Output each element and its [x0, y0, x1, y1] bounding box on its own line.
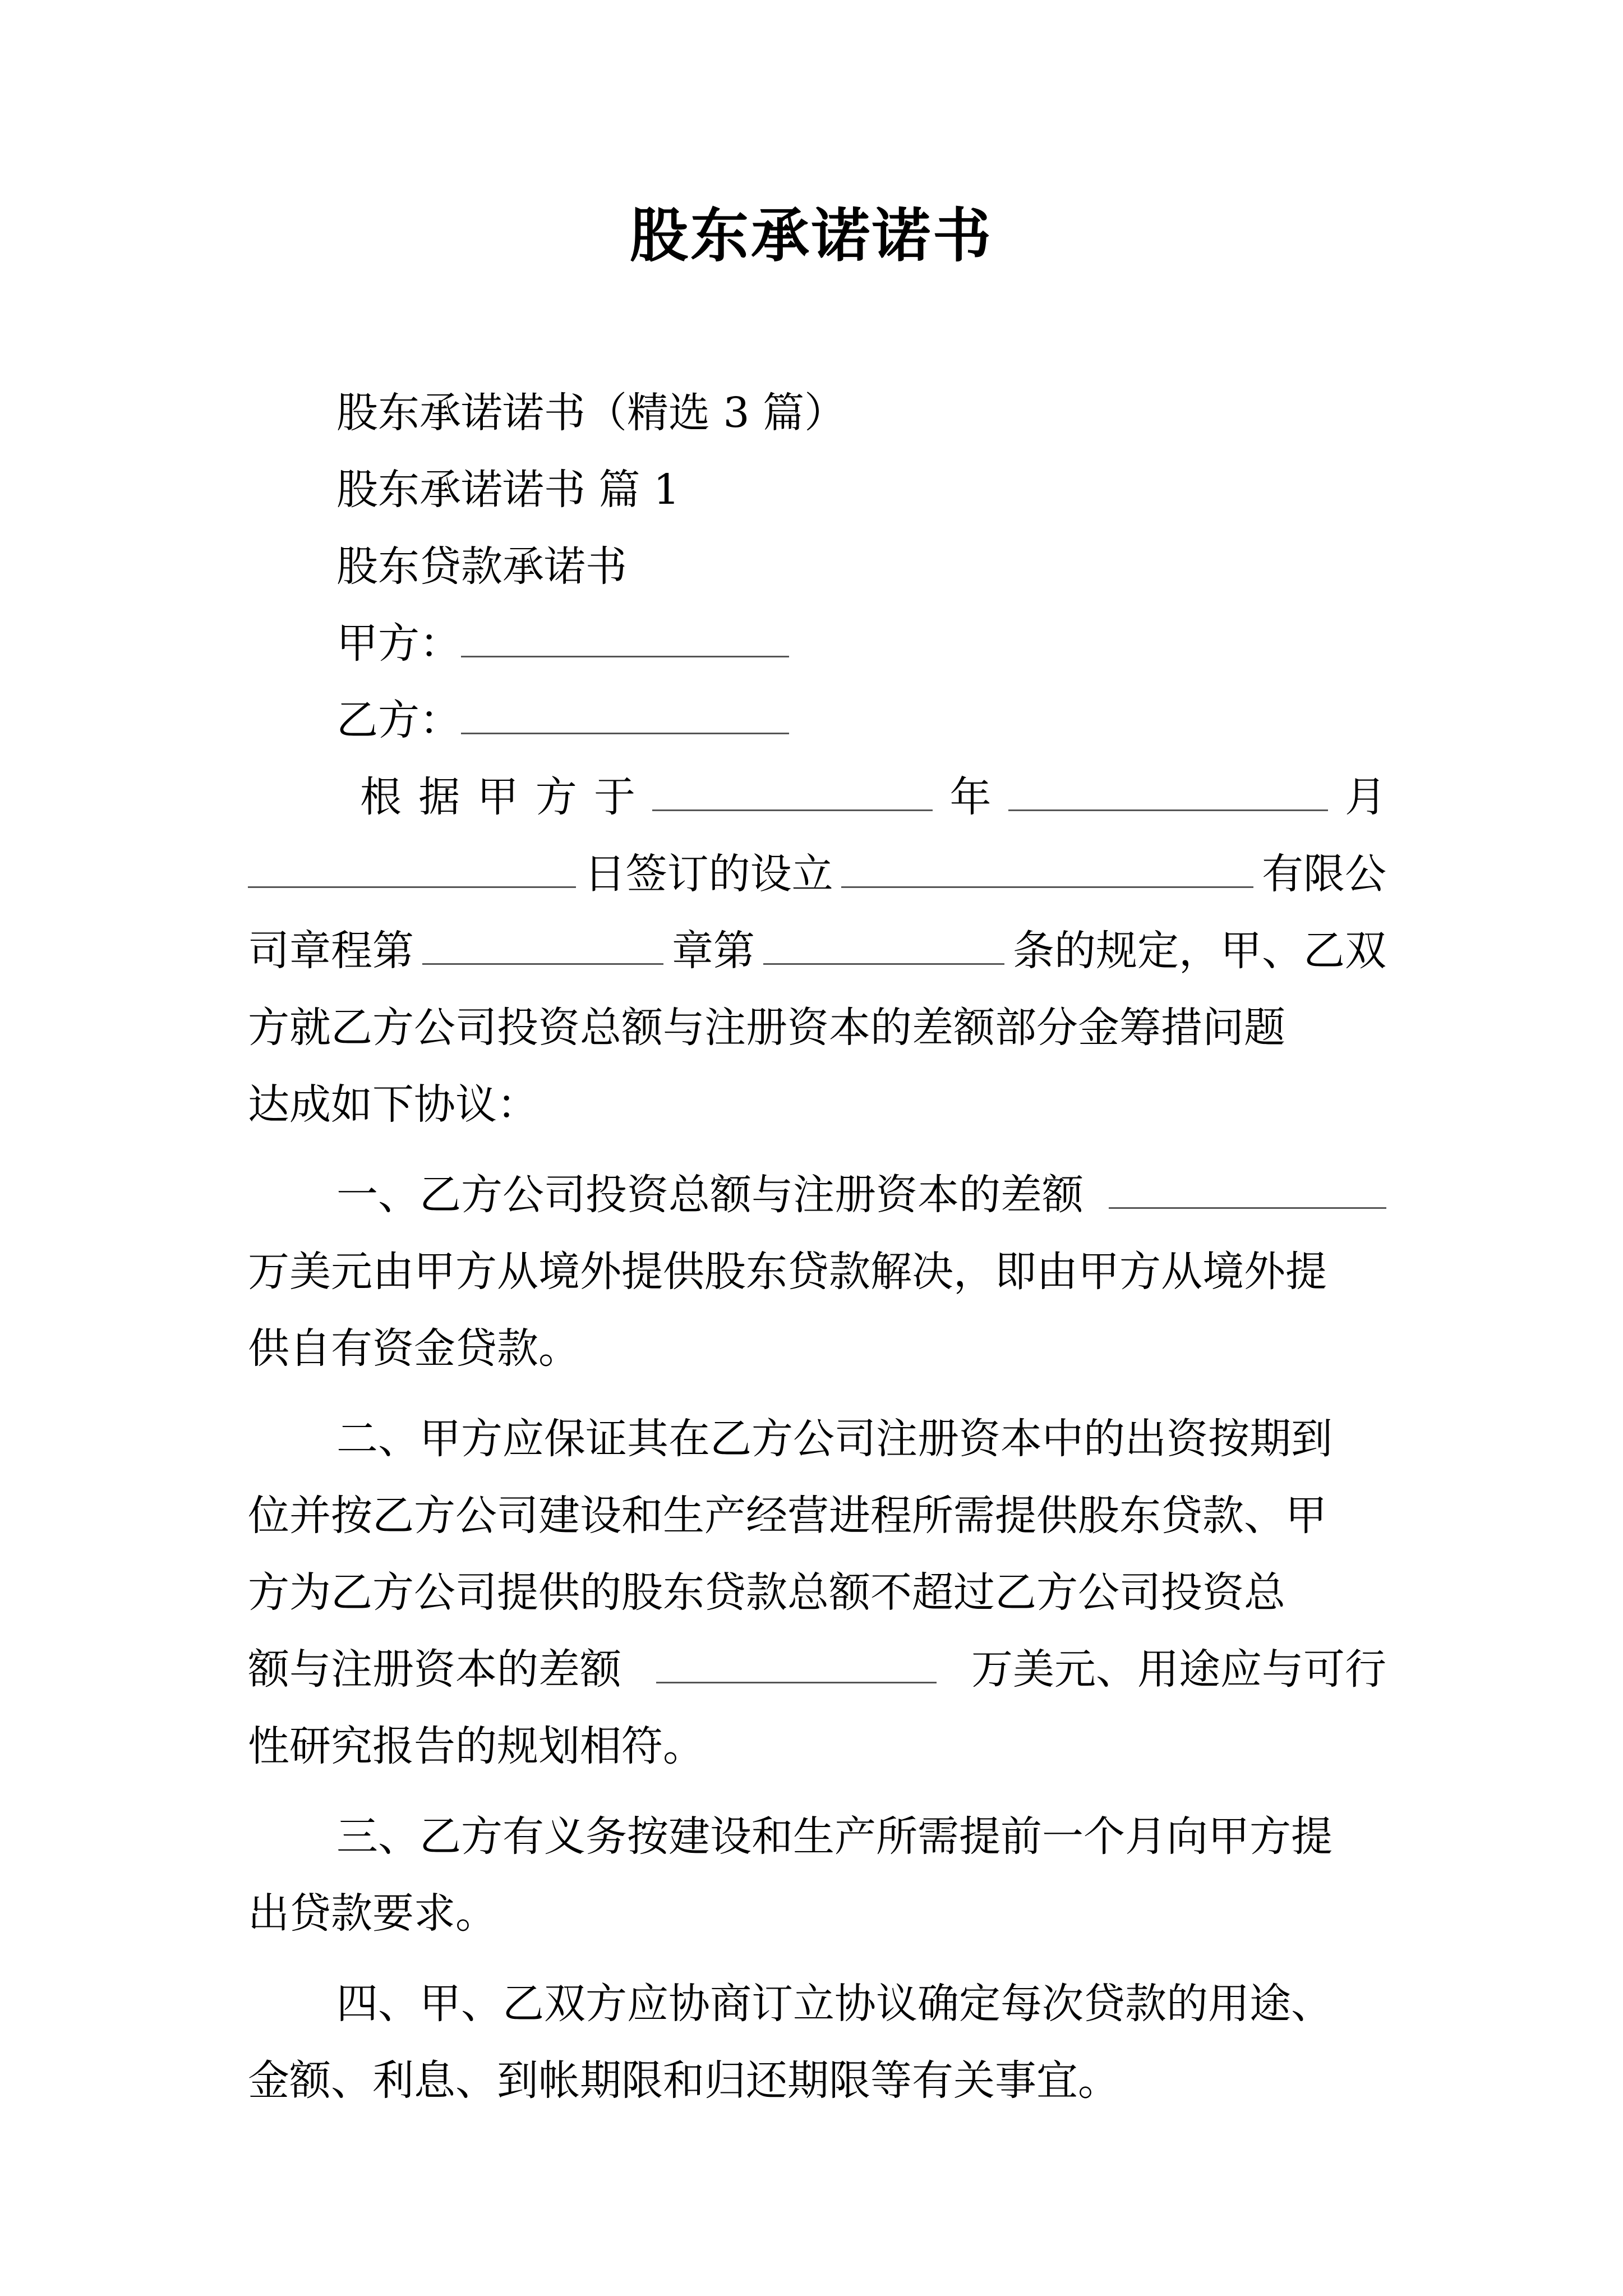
party-b-line — [248, 682, 1386, 759]
article-blank — [763, 927, 1004, 965]
para2-line1: 二、甲方应保证其在乙方公司注册资本中的出资按期到 — [336, 1415, 1332, 1463]
amount-blank-2 — [656, 1646, 937, 1683]
document-title: 股东承诺诺书 — [629, 201, 993, 270]
para1-line3: 供自有资金贷款。 — [248, 1324, 580, 1373]
para0-char: 甲 — [477, 773, 519, 821]
party-a-line — [248, 605, 1386, 682]
para2-line4 — [248, 1631, 1386, 1708]
section-line: 股东承诺诺书 篇 1 — [336, 466, 680, 514]
para0-line3 — [248, 913, 1386, 990]
para2-line2: 位并按乙方公司建设和生产经营进程所需提供股东贷款、甲 — [248, 1492, 1327, 1540]
para0-line4: 方就乙方公司投资总额与注册资本的差额部分金筹措问题 — [248, 1004, 1285, 1052]
day-blank — [248, 850, 576, 888]
chapter-blank — [422, 927, 663, 965]
para3-line1: 三、乙方有义务按建设和生产所需提前一个月向甲方提 — [336, 1812, 1332, 1861]
year-blank — [652, 774, 933, 811]
para2-line3: 方为乙方公司提供的股东贷款总额不超过乙方公司投资总 — [248, 1568, 1285, 1617]
company-name-blank — [841, 850, 1253, 888]
para0-char: 方 — [535, 773, 577, 821]
para0-char: 月 — [1345, 773, 1386, 821]
para1-text: 一、乙方公司投资总额与注册资本的差额 — [336, 1171, 1083, 1219]
para4-line2: 金额、利息、到帐期限和归还期限等有关事宜。 — [248, 2056, 1119, 2105]
para0-line1 — [248, 759, 1386, 836]
para2-text: 万美元、用途应与可行 — [971, 1645, 1386, 1694]
para0-text: 有限公 — [1261, 850, 1386, 898]
party-a-label: 甲方： — [336, 619, 461, 668]
party-b-blank — [461, 697, 789, 734]
subtitle-line: 股东承诺诺书（精选 3 篇） — [336, 389, 846, 437]
para0-line5: 达成如下协议： — [248, 1080, 538, 1129]
para0-text: 司章程第 — [248, 927, 414, 975]
para4-line1: 四、甲、乙双方应协商订立协议确定每次贷款的用途、 — [336, 1980, 1332, 2028]
document-body — [248, 375, 1386, 2119]
para2-line5: 性研究报告的规划相符。 — [248, 1722, 704, 1770]
party-b-label: 乙方： — [336, 696, 461, 744]
amount-blank-1 — [1109, 1171, 1386, 1209]
month-blank — [1008, 774, 1328, 811]
para0-char: 据 — [418, 773, 460, 821]
para0-line2 — [248, 836, 1386, 913]
para1-line2: 万美元由甲方从境外提供股东贷款解决，即由甲方从境外提 — [248, 1248, 1327, 1296]
para0-char: 于 — [594, 773, 635, 821]
heading-line: 股东贷款承诺书 — [336, 542, 627, 591]
para2-text: 额与注册资本的差额 — [248, 1645, 621, 1694]
para0-text: 日签订的设立 — [584, 850, 833, 898]
para0-text: 章第 — [672, 927, 755, 975]
para3-line2: 出贷款要求。 — [248, 1889, 497, 1938]
para0-char: 年 — [949, 773, 992, 821]
para1-line1 — [248, 1157, 1386, 1234]
para0-char: 根 — [360, 773, 402, 821]
party-a-blank — [461, 620, 789, 657]
para0-text: 条的规定，甲、乙双 — [1013, 927, 1386, 975]
